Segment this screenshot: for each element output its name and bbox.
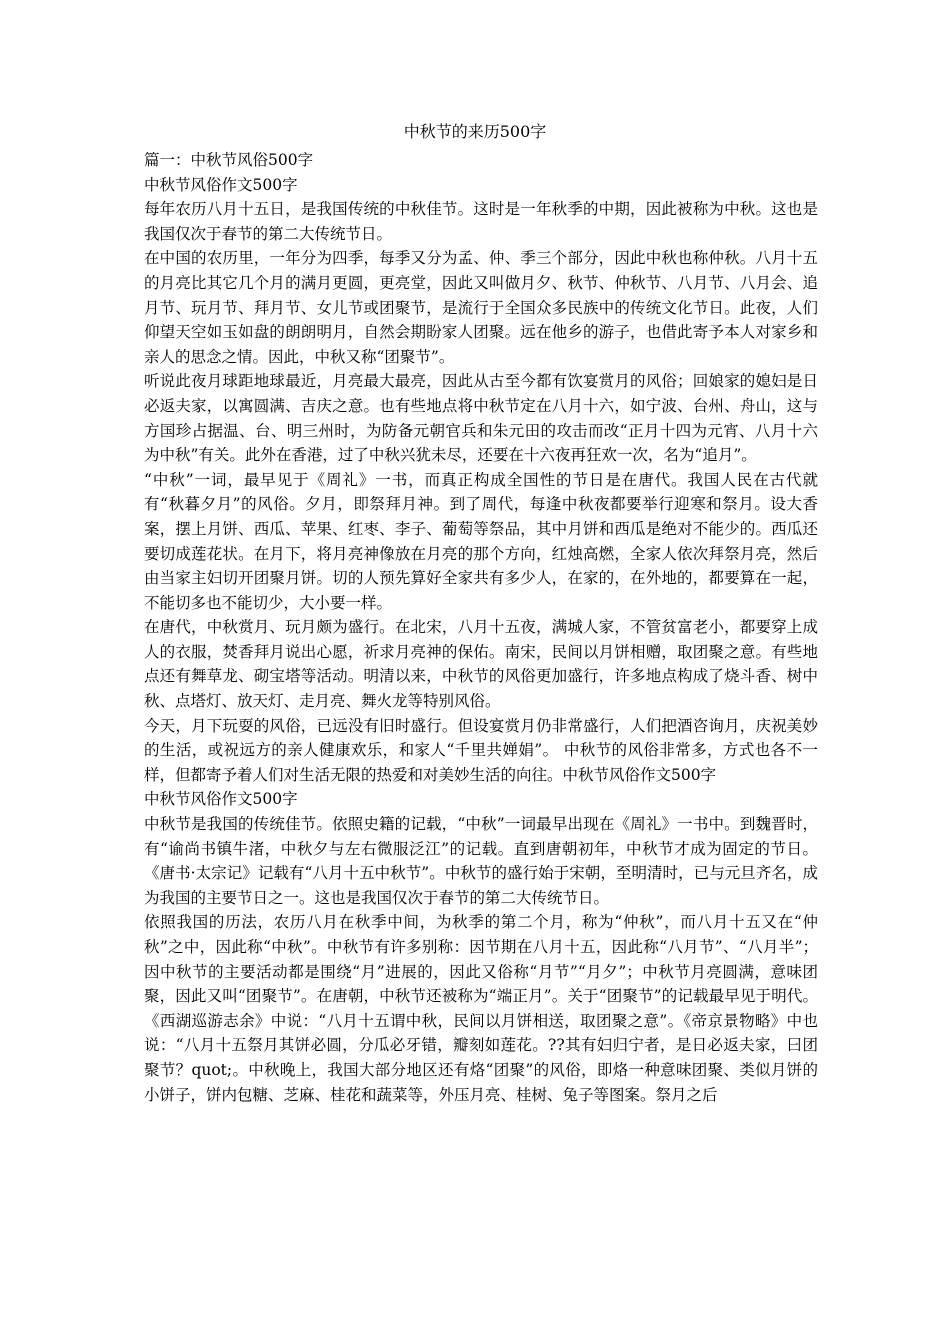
document-body [144, 148, 818, 1107]
document-title: 中秋节的来历500字 [403, 122, 547, 141]
heading-essay: 中秋节风俗作文500字 [144, 175, 298, 194]
body-paragraph: 每年农历八月十五日，是我国传统的中秋佳节。这时是一年秋季的中期，因此被称为中秋。这也是我国仅次于春节的第二大传统节日。 [144, 200, 818, 243]
body-paragraph: 依照我国的历法，农历八月在秋季中间，为秋季的第二个月，称为“仲秋”，而八月十五又在“仲秋”之中，因此称“中秋”。中秋节有许多别称：因节期在八月十五，因此称“八月节”、“八月半”；因中秋节的主要活动都是围绕“月”进展的，因此又俗称“月节”“月夕”；中秋节月亮圆满，意味团聚，因此又叫“团聚节”。在唐朝，中秋节还被称为“端正月”。关于“团聚节”的记载最早见于明代。《西湖巡游志余》中说：“八月十五谓中秋，民间以月饼相送，取团聚之意”。《帝京景物略》中也说：“八月十五祭月其饼必圆，分瓜必牙错，瓣刻如莲花。??其有妇归宁者，是日必返夫家，曰团聚节？quot;。中秋晚上，我国大部分地区还有烙“团聚”的风俗，即烙一种意味团聚、类似月饼的小饼子，饼内包糖、芝麻、桂花和蔬菜等，外压月亮、桂树、兔子等图案。祭月之后 [144, 913, 818, 1104]
heading-chapter-one: 篇一：中秋节风俗500字 [144, 151, 314, 169]
body-paragraph: 中秋节是我国的传统佳节。依照史籍的记载，“中秋”一词最早出现在《周礼》一书中。到魏晋时，有“谕尚书镇牛渚，中秋夕与左右微服泛江”的记载。直到唐朝初年，中秋节才成为固定的节日。《唐书·太宗记》记载有“八月十五中秋节”。中秋节的盛行始于宋朝，至明清时，已与元旦齐名，成为我国的主要节日之一。这也是我国仅次于春节的第二大传统节日。 [144, 815, 818, 907]
body-paragraph: 今天，月下玩耍的风俗，已远没有旧时盛行。但设宴赏月仍非常盛行，人们把酒咨询月，庆祝美妙的生活，或祝远方的亲人健康欢乐，和家人“千里共婵娟”。 中秋节的风俗非常多，方式也各不一样，但都寄予着人们对生活无限的热爱和对美妙生活的向往。中秋节风俗作文500字 [144, 716, 818, 784]
body-paragraph: 听说此夜月球距地球最近，月亮最大最亮，因此从古至今都有饮宴赏月的风俗；回娘家的媳妇是日必返夫家，以寓圆满、吉庆之意。也有些地点将中秋节定在八月十六，如宁波、台州、舟山，这与方国珍占据温、台、明三州时，为防备元朝官兵和朱元田的攻击而改“正月十四为元宵、八月十六为中秋”有关。此外在香港，过了中秋兴犹未尽，还要在十六夜再狂欢一次，名为“追月”。 [144, 372, 818, 465]
body-paragraph: 在中国的农历里，一年分为四季，每季又分为孟、仲、季三个部分，因此中秋也称仲秋。八月十五的月亮比其它几个月的满月更圆，更亮堂，因此又叫做月夕、秋节、仲秋节、八月节、八月会、追月节、玩月节、拜月节、女儿节或团聚节，是流行于全国众多民族中的传统文化节日。此夜，人们仰望天空如玉如盘的朗朗明月，自然会期盼家人团聚。远在他乡的游子，也借此寄予本人对家乡和亲人的思念之情。因此，中秋又称“团聚节”。 [144, 249, 818, 366]
heading-essay: 中秋节风俗作文500字 [144, 790, 298, 809]
body-paragraph: 在唐代，中秋赏月、玩月颇为盛行。在北宋，八月十五夜，满城人家，不管贫富老小，都要穿上成人的衣服，焚香拜月说出心愿，祈求月亮神的保佑。南宋，民间以月饼相赠，取团聚之意。有些地点还有舞草龙、砌宝塔等活动。明清以来，中秋节的风俗更加盛行，许多地点构成了烧斗香、树中秋、点塔灯、放天灯、走月亮、舞火龙等特别风俗。 [144, 618, 818, 711]
body-paragraph: “中秋”一词，最早见于《周礼》一书，而真正构成全国性的节日是在唐代。我国人民在古代就有“秋暮夕月”的风俗。夕月，即祭拜月神。到了周代，每逢中秋夜都要举行迎寒和祭月。设大香案，摆上月饼、西瓜、苹果、红枣、李子、葡萄等祭品，其中月饼和西瓜是绝对不能少的。西瓜还要切成莲花状。在月下，将月亮神像放在月亮的那个方向，红烛高燃，全家人依次拜祭月亮，然后由当家主妇切开团聚月饼。切的人预先算好全家共有多少人，在家的，在外地的，都要算在一起，不能切多也不能切少，大小要一样。 [144, 470, 818, 612]
